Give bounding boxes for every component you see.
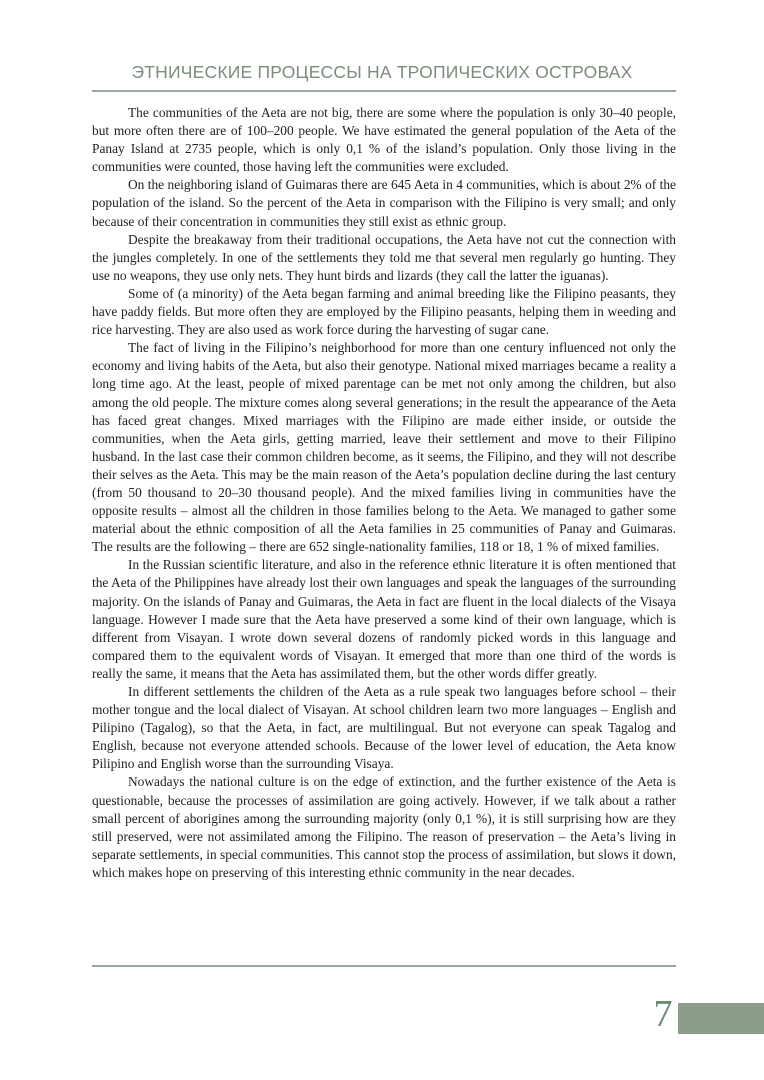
page-number: 7 (653, 993, 673, 1035)
body-text (92, 104, 676, 882)
paragraph: Despite the breakaway from their traditional occupations, the Aeta have not cut the connection with the jungles completely. In one of the settlements they told me that several men regularly go hunting. They use no weapons, they use only nets. They hunt birds and lizards (they call the latter the iguanas). (92, 231, 676, 283)
page-number-tab (678, 1003, 764, 1034)
paragraph: In different settlements the children of the Aeta as a rule speak two languages before school – their mother tongue and the local dialect of Visayan. At school children learn two more languages – English and Pilipino (Tagalog), so that the Aeta, in fact, are multilingual. But not everyone can speak Tagalog and English, because not everyone attended schools. Because of the lower level of education, the Aeta know Pilipino and English worse than the surrounding Visaya. (92, 684, 676, 772)
paragraph: Nowadays the national culture is on the edge of extinction, and the further existence of the Aeta is questionable, because the processes of assimilation are going actively. However, if we talk about a rather small percent of aborigines among the surrounding majority (only 0,1 %), it is still surprising how are they still preserved, were not assimilated among the Filipino. The reason of preservation – the Aeta’s living in separate settlements, in special communities. This cannot stop the process of assimilation, but slows it down, which makes hope on preserving of this interesting ethnic community in the near decades. (92, 774, 676, 880)
paragraph: In the Russian scientific literature, and also in the reference ethnic literature it is often mentioned that the Aeta of the Philippines have already lost their own languages and speak the languages of the surrounding majority. On the islands of Panay and Guimaras, the Aeta in fact are fluent in the local dialects of the Visaya language. However I made sure that the Aeta have preserved a some kind of their own language, which is different from Visayan. I wrote down several dozens of randomly picked words in this language and compared them to the equivalent words of Visayan. It emerged that more than one third of the words is really the same, it means that the Aeta has assimilated them, but the other words differ greatly. (92, 557, 676, 681)
paragraph: The communities of the Aeta are not big, there are some where the population is only 30–40 people, but more often there are of 100–200 people. We have estimated the general population of the Aeta of the Panay Island at 2735 people, which is only 0,1 % of the island’s population. Only those living in the communities were counted, those having left the communities were excluded. (92, 105, 676, 175)
running-header-title: ЭТНИЧЕСКИЕ ПРОЦЕССЫ НА ТРОПИЧЕСКИХ ОСТРОВАХ (131, 62, 633, 82)
paragraph: On the neighboring island of Guimaras there are 645 Aeta in 4 communities, which is about 2% of the population of the island. So the percent of the Aeta in comparison with the Filipino is very small; and only because of their concentration in communities they still exist as ethnic group. (92, 177, 676, 229)
footer-divider (92, 965, 676, 967)
paragraph: The fact of living in the Filipino’s neighborhood for more than one century influenced not only the economy and living habits of the Aeta, but also their genotype. National mixed marriages became a reality a long time ago. At the least, people of mixed parentage can be met not only among the children, but also among the old people. The mixture comes along several generations; in the result the appearance of the Aeta has faced great changes. Mixed marriages with the Filipino are made either inside, or outside the communities, when the Aeta girls, getting married, leave their settlement and move to their Filipino husband. In the last case their common children become, as it seems, the Filipino, and they will not describe their selves as the Aeta. This may be the main reason of the Aeta’s population decline during the last century (from 50 thousand to 20–30 thousand people). And the mixed families living in communities have the opposite results – almost all the children in those families belong to the Aeta. We managed to gather some material about the ethnic composition of all the Aeta families in 25 communities of Panay and Guimaras. The results are the following – there are 652 single-nationality families, 118 or 18, 1 % of mixed families. (92, 340, 676, 555)
paragraph: Some of (a minority) of the Aeta began farming and animal breeding like the Filipino peasants, they have paddy fields. But more often they are employed by the Filipino peasants, helping them in weeding and rice harvesting. They are also used as work force during the harvesting of sugar cane. (92, 285, 676, 338)
header-divider (92, 90, 676, 92)
